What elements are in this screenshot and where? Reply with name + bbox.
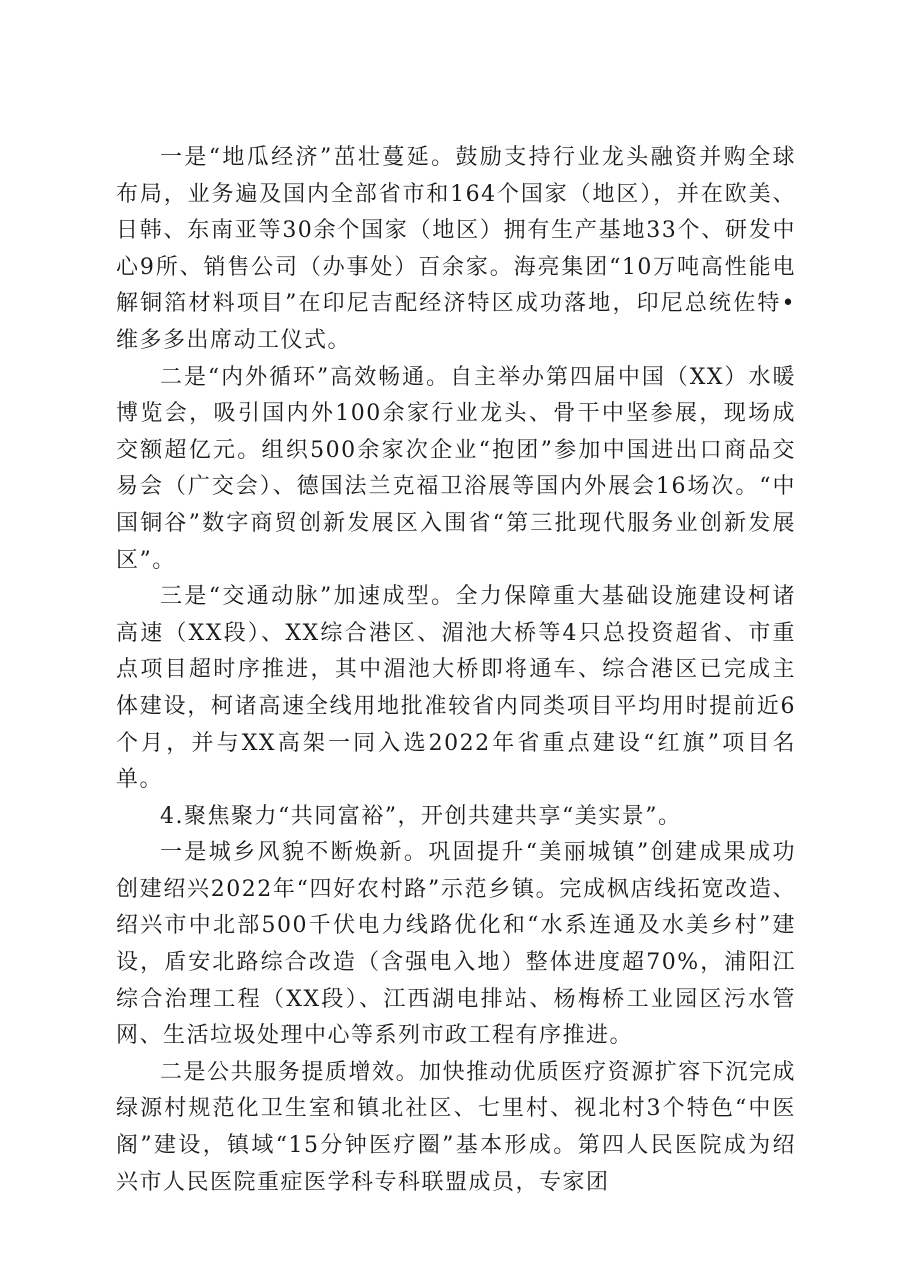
paragraph-internal-external-circulation: 二是“内外循环”高效畅通。自主举办第四届中国（XX）水暖博览会，吸引国内外100余家行业龙头、骨干中坚参展，现场成交额超亿元。组织500余家次企业“抱团”参加中国进出口商品交易会（广交会）、德国法兰克福卫浴展等国内外展会16场次。“中国铜谷”数字商贸创新发展区入围省“第三批现代服务业创新发展区”。 — [116, 364, 796, 573]
paragraph-urban-rural-renewal: 一是城乡风貌不断焕新。巩固提升“美丽城镇”创建成果成功创建绍兴2022年“四好农村路”示范乡镇。完成枫店线拓宽改造、绍兴市中北部500千伏电力线路优化和“水系连通及水美乡村”建设，盾安北路综合改造（含强电入地）整体进度超70%，浦阳江综合治理工程（XX段）、江西湖电排站、杨梅桥工业园区污水管网、生活垃圾处理中心等系列市政工程有序推进。 — [116, 840, 796, 1049]
paragraph-digua-economy: 一是“地瓜经济”茁壮蔓延。鼓励支持行业龙头融资并购全球布局，业务遍及国内全部省市和164个国家（地区），并在欧美、日韩、东南亚等30余个国家（地区）拥有生产基地33个、研发中心9所、销售公司（办事处）百余家。海亮集团“10万吨高性能电解铜箔材料项目”在印尼吉配经济特区成功落地，印尼总统佐特•维多多出席动工仪式。 — [116, 145, 796, 353]
section-heading-common-prosperity: 4.聚焦聚力“共同富裕”，开创共建共享“美实景”。 — [160, 803, 682, 829]
paragraph-traffic-artery: 三是“交通动脉”加速成型。全力保障重大基础设施建设柯诸高速（XX段）、XX综合港区、湄池大桥等4只总投资超省、市重点项目超时序推进，其中湄池大桥即将通车、综合港区已完成主体建设，柯诸高速全线用地批准较省内同类项目平均用时提前近6个月，并与XX高架一同入选2022年省重点建设“红旗”项目名单。 — [116, 584, 796, 793]
document-body — [116, 140, 796, 1201]
paragraph-public-services: 二是公共服务提质增效。加快推动优质医疗资源扩容下沉完成绿源村规范化卫生室和镇北社区、七里村、视北村3个特色“中医阁”建设，镇域“15分钟医疗圈”基本形成。第四人民医院成为绍兴市人民医院重症医学科专科联盟成员，专家团 — [116, 1059, 796, 1195]
